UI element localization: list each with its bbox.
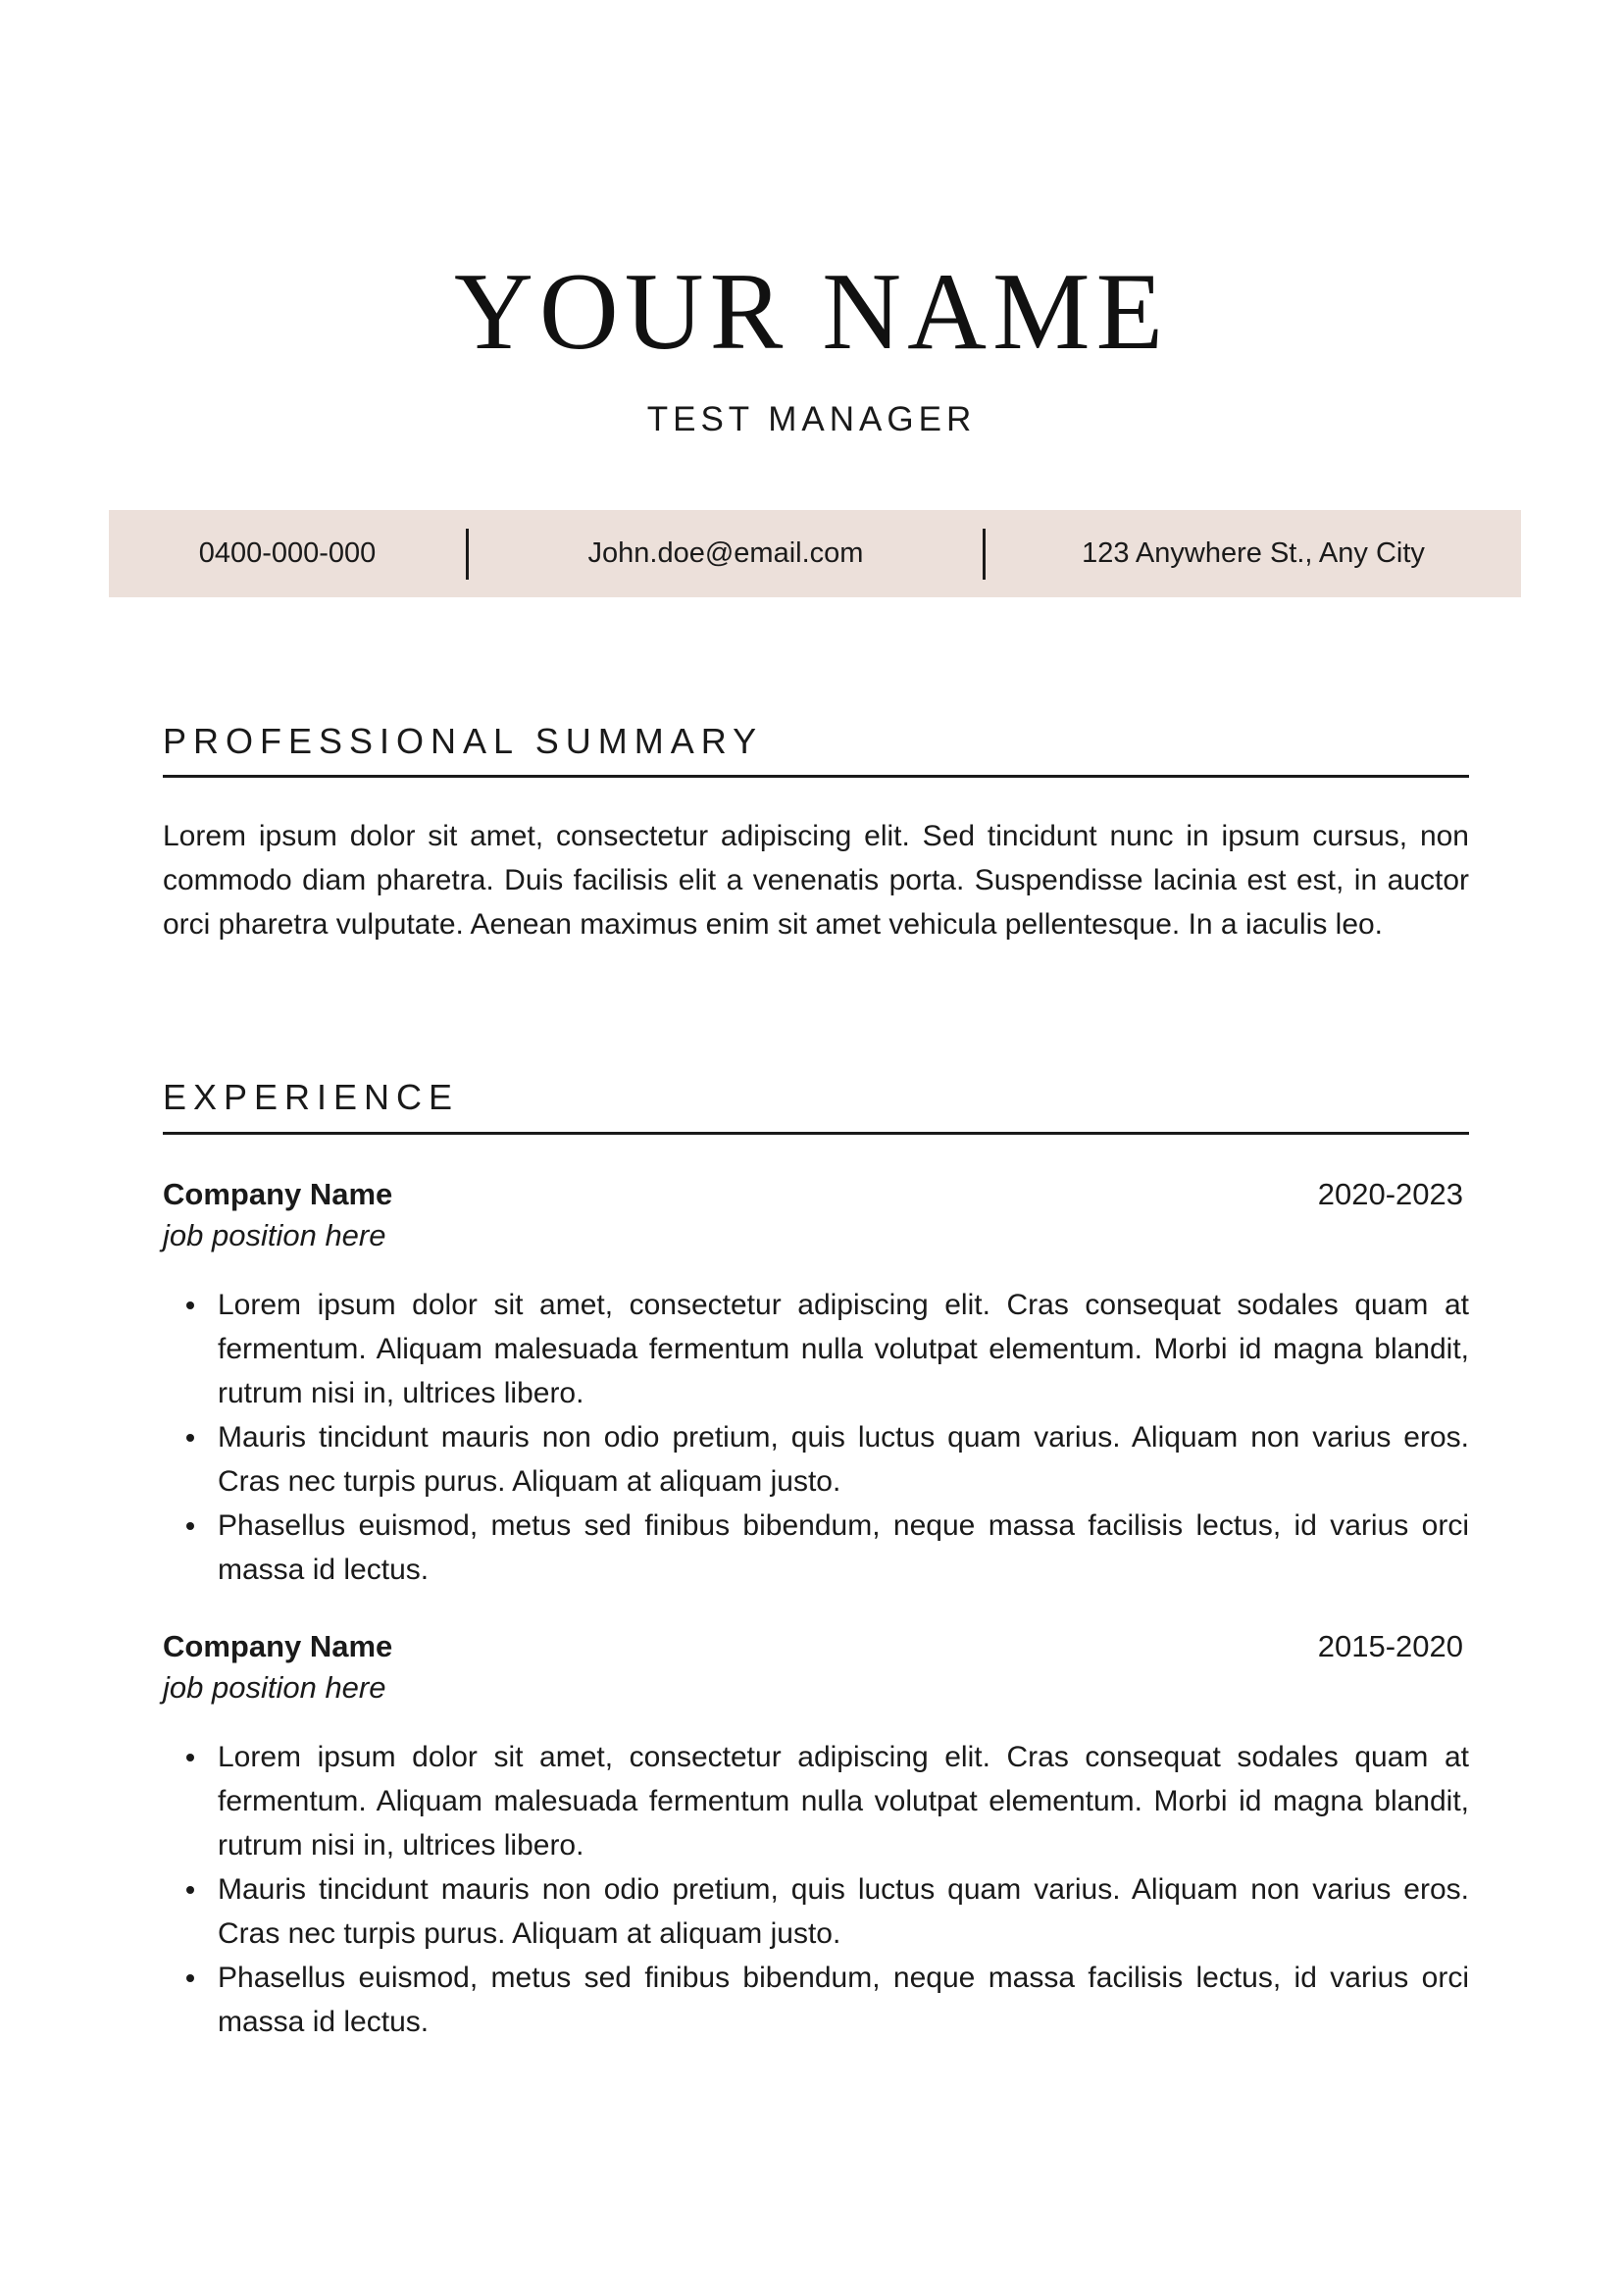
company-name: Company Name — [163, 1177, 393, 1211]
bullet-icon — [186, 1522, 194, 1530]
job-bullet — [163, 1956, 1469, 2044]
contact-phone: 0400-000-000 — [198, 537, 377, 569]
experience-heading: EXPERIENCE — [163, 1077, 460, 1117]
summary-text: Lorem ipsum dolor sit amet, consectetur adipiscing elit. Sed tincidunt nunc in ipsum cursus, non commodo diam pharetra. Duis facilisis elit a venenatis porta. Suspendisse lacinia est est, in auctor orci pharetra vulputate. Aenean maximus enim sit amet vehicula pellentesque. In a iaculis leo. — [163, 820, 1469, 941]
job-dates: 2015-2020 — [1317, 1629, 1463, 1663]
job-bullet-text: Lorem ipsum dolor sit amet, consectetur adipiscing elit. Cras consequat sodales quam at fermentum. Aliquam malesuada fermentum nulla volutpat elementum. Morbi id magna blandit, rutrum nisi in, ultrices libero. — [218, 1289, 1469, 1409]
job-dates: 2020-2023 — [1317, 1177, 1463, 1211]
resume-name: YOUR NAME — [453, 251, 1170, 373]
job-position: job position here — [163, 1218, 386, 1252]
job-bullet — [163, 1415, 1469, 1504]
job-position: job position here — [163, 1670, 386, 1705]
company-name: Company Name — [163, 1629, 393, 1663]
job-bullet-list — [163, 1283, 1469, 1592]
bullet-icon — [186, 1974, 194, 1982]
job-header — [163, 1629, 1469, 1670]
job-bullet-text: Phasellus euismod, metus sed finibus bibendum, neque massa facilisis lectus, id varius orci massa id lectus. — [218, 1962, 1469, 2038]
contact-bar — [109, 510, 1521, 597]
summary-divider — [163, 775, 1469, 778]
job-bullet — [163, 1504, 1469, 1592]
contact-email: John.doe@email.com — [587, 537, 864, 569]
job-bullet-text: Lorem ipsum dolor sit amet, consectetur adipiscing elit. Cras consequat sodales quam at fermentum. Aliquam malesuada fermentum nulla volutpat elementum. Morbi id magna blandit, rutrum nisi in, ultrices libero. — [218, 1741, 1469, 1862]
job-entry — [163, 1629, 1469, 2044]
summary-heading: PROFESSIONAL SUMMARY — [163, 721, 764, 761]
bullet-icon — [186, 1886, 194, 1894]
job-bullet-text: Mauris tincidunt mauris non odio pretium, quis luctus quam varius. Aliquam non varius eros. Cras nec turpis purus. Aliquam at aliquam justo. — [218, 1421, 1469, 1498]
bullet-icon — [186, 1301, 194, 1309]
job-bullet-text: Mauris tincidunt mauris non odio pretium, quis luctus quam varius. Aliquam non varius eros. Cras nec turpis purus. Aliquam at aliquam justo. — [218, 1873, 1469, 1950]
job-header — [163, 1177, 1469, 1218]
job-entry — [163, 1177, 1469, 1592]
job-bullet — [163, 1283, 1469, 1415]
job-bullet — [163, 1867, 1469, 1956]
bullet-icon — [186, 1434, 194, 1442]
job-bullet — [163, 1735, 1469, 1867]
job-bullet-list — [163, 1735, 1469, 2044]
job-bullet-text: Phasellus euismod, metus sed finibus bibendum, neque massa facilisis lectus, id varius orci massa id lectus. — [218, 1509, 1469, 1586]
bullet-icon — [186, 1754, 194, 1761]
experience-divider — [163, 1132, 1469, 1135]
contact-address: 123 Anywhere St., Any City — [1082, 537, 1425, 569]
resume-job-title: TEST MANAGER — [646, 400, 977, 438]
